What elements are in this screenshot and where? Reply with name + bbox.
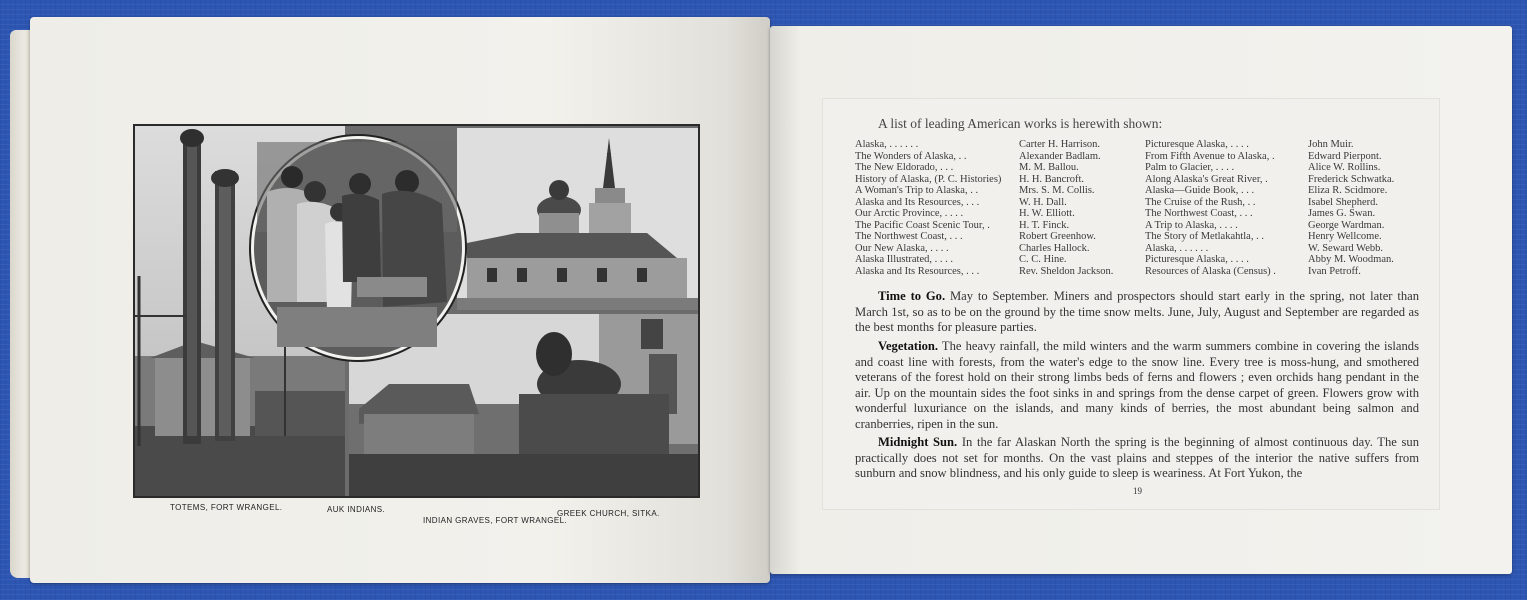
caption-greek-church: GREEK CHURCH, SITKA. — [557, 509, 660, 518]
work-title: The Cruise of the Rush, . . — [1145, 196, 1256, 208]
works-left-titles — [855, 139, 1001, 277]
work-title: Resources of Alaska (Census) . — [1145, 265, 1276, 277]
work-author: Henry Wellcome. — [1308, 231, 1382, 242]
work-title: The Northwest Coast, . . . — [1145, 208, 1253, 219]
work-title: Alaska, . . . . . . — [855, 139, 919, 150]
section-heading: Midnight Sun. — [878, 435, 958, 449]
works-intro: A list of leading American works is herewith shown: — [878, 116, 1163, 131]
work-author: Ivan Petroff. — [1308, 265, 1361, 277]
work-author: H. T. Finck. — [1019, 219, 1070, 231]
work-title: Alaska Illustrated, . . . . — [855, 254, 953, 265]
work-title: Along Alaska's Great River, . — [1145, 173, 1268, 185]
works-right-authors — [1308, 139, 1394, 277]
work-author: Eliza R. Scidmore. — [1308, 185, 1388, 196]
caption-auk-indians: AUK INDIANS. — [327, 505, 386, 514]
section-midnight-sun — [855, 435, 1419, 482]
work-title: From Fifth Avenue to Alaska, . — [1145, 150, 1275, 162]
work-author: John Muir. — [1308, 139, 1354, 150]
work-title: Our New Alaska, . . . . — [855, 242, 949, 254]
work-author: Mrs. S. M. Collis. — [1019, 185, 1095, 196]
work-author: George Wardman. — [1308, 219, 1385, 231]
work-title: The Wonders of Alaska, . . — [855, 150, 967, 162]
work-author: Frederick Schwatka. — [1308, 173, 1395, 185]
photo-plate — [133, 124, 700, 498]
work-title: Alaska and Its Resources, . . . — [855, 265, 980, 277]
work-author: H. W. Elliott. — [1019, 208, 1075, 219]
work-author: Robert Greenhow. — [1019, 231, 1096, 242]
work-author: Isabel Shepherd. — [1308, 196, 1378, 208]
work-title: The Story of Metlakahtla, . . — [1145, 231, 1264, 242]
work-author: H. H. Bancroft. — [1019, 173, 1085, 185]
work-title: Alaska—Guide Book, . . . — [1145, 185, 1255, 196]
section-heading: Time to Go. — [878, 289, 946, 303]
work-author: James G. Swan. — [1308, 208, 1376, 219]
works-left-authors — [1019, 139, 1113, 277]
work-author: Charles Hallock. — [1019, 242, 1090, 254]
caption-totems: TOTEMS, FORT WRANGEL. — [170, 503, 283, 512]
work-author: Abby M. Woodman. — [1308, 254, 1394, 265]
work-author: Alice W. Rollins. — [1308, 162, 1381, 173]
auk-indians-photo — [247, 132, 469, 364]
page-number: 19 — [1133, 486, 1142, 496]
work-title: Our Arctic Province, . . . . — [855, 208, 964, 219]
work-title: A Woman's Trip to Alaska, . . — [855, 185, 979, 196]
work-author: Alexander Badlam. — [1019, 150, 1101, 162]
work-title: A Trip to Alaska, . . . . — [1145, 219, 1238, 231]
work-title: The Northwest Coast, . . . — [855, 231, 963, 242]
caption-indian-graves: INDIAN GRAVES, FORT WRANGEL. — [423, 516, 568, 525]
work-author: M. M. Ballou. — [1019, 162, 1079, 173]
work-title: History of Alaska, (P. C. Histories) — [855, 173, 1002, 185]
work-title: Alaska, . . . . . . — [1145, 242, 1209, 254]
section-heading: Vegetation. — [878, 339, 939, 353]
work-author: W. H. Dall. — [1019, 196, 1067, 208]
work-title: Picturesque Alaska, . . . . — [1145, 139, 1249, 150]
works-right-titles — [1145, 139, 1276, 277]
work-title: Palm to Glacier, . . . . — [1145, 162, 1235, 173]
work-title: Picturesque Alaska, . . . . — [1145, 254, 1249, 265]
work-title: The New Eldorado, . . . — [855, 162, 954, 173]
section-text: In the far Alaskan North the spring is the beginning of almost continuous day. The sun practically does not set for months. On the vast plains and steppes of the interior the native suffers from sunburn and snow blindness, and his only guide to sleep is weariness. At Fort Yukon, the — [855, 435, 1420, 480]
section-vegetation — [855, 339, 1419, 432]
work-author: W. Seward Webb. — [1308, 242, 1383, 254]
work-title: Alaska and Its Resources, . . . — [855, 196, 980, 208]
work-title: The Pacific Coast Scenic Tour, . — [855, 219, 990, 231]
work-author: C. C. Hine. — [1019, 254, 1067, 265]
section-text: The heavy rainfall, the mild winters and the warm summers combine in covering the islands and coast line with forests, from the water's edge to the snow line. Every tree is moss-hung, and smothered veterans of the forest hold on their strong limbs beds of ferns and flowers ; even orchids hang pendant in the air. Up on the mountain sides the foot sinks in and springs from the dense carpet of green. Flowers grow with wonderful luxuriance on the islands, and many kinds of berries, the most abundant being salmon and cranberries, ripen in the sun. — [855, 339, 1420, 431]
section-time-to-go — [855, 289, 1419, 336]
work-author: Rev. Sheldon Jackson. — [1019, 265, 1114, 277]
work-author: Carter H. Harrison. — [1019, 139, 1101, 150]
work-author: Edward Pierpont. — [1308, 150, 1382, 162]
greek-church-photo — [457, 128, 699, 310]
section-text: May to September. Miners and prospectors should start early in the spring, not later than March 1st, so as to be on the ground by the time snow melts. June, July, August and September are regarded as the best months for pleasure parties. — [855, 289, 1419, 334]
